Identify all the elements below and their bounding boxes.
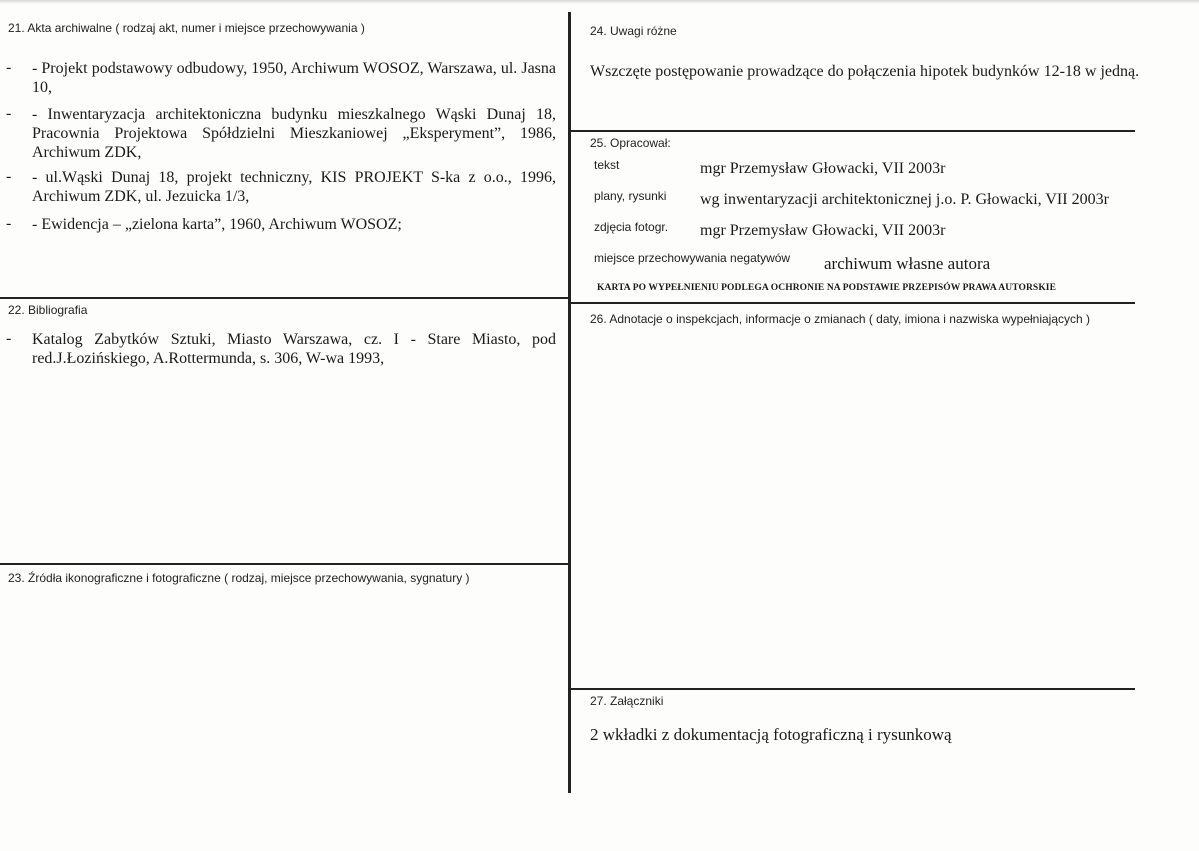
attachments-text: 2 wkładki z dokumentacją fotograficzną i rysunkową — [590, 725, 952, 744]
section-26-title: 26. Adnotacje o inspekcjach, informacje o zmianach ( daty, imiona i nazwiska wypełniających ) — [590, 312, 1091, 326]
bullet-dash: - — [6, 59, 12, 76]
copyright-notice: KARTA PO WYPEŁNIENIU PODLEGA OCHRONIE NA PODSTAWIE PRZEPISÓW PRAWA AUTORSKIE — [597, 283, 1057, 293]
archive-item-3: - ul.Wąski Dunaj 18, projekt techniczny, KIS PROJEKT S-ka z o.o., 1996, Archiwum ZDK, ul. Jezuicka 1/3, — [32, 169, 556, 205]
bullet-dash: - — [6, 215, 12, 232]
divider-26-27 — [571, 688, 1135, 690]
section-25-title: 25. Opracował: — [590, 136, 671, 150]
author-text-label: tekst — [594, 158, 620, 172]
negatives-storage-label: miejsce przechowywania negatywów — [594, 251, 791, 265]
bullet-dash: - — [6, 105, 12, 122]
archive-item-2: - Inwentaryzacja architektoniczna budynku mieszkalnego Wąski Dunaj 18, Pracownia Projektowa Spółdzielni Mieszkaniowej „Eksperyment”, 1986, Archiwum ZDK, — [32, 106, 556, 161]
negatives-storage-value: archiwum własne autora — [824, 254, 991, 273]
section-24-title: 24. Uwagi różne — [590, 24, 677, 38]
bibliography-item-1: Katalog Zabytków Sztuki, Miasto Warszawa, cz. I - Stare Miasto, pod red.J.Łozińskiego, A.Rottermunda, s. 306, W-wa 1993, — [32, 331, 556, 367]
author-plans-value: wg inwentaryzacji architektonicznej j.o. P. Głowacki, VII 2003r — [700, 191, 1109, 208]
divider-24-25 — [571, 130, 1135, 132]
divider-22-23 — [0, 563, 571, 565]
author-photos-value: mgr Przemysław Głowacki, VII 2003r — [700, 222, 946, 239]
remarks-text: Wszczęte postępowanie prowadzące do połączenia hipotek budynków 12-18 w jedną. — [590, 63, 1140, 80]
author-plans-label: plany, rysunki — [594, 189, 667, 203]
section-22-title: 22. Bibliografia — [8, 303, 88, 317]
divider-21-22 — [0, 297, 571, 299]
archive-item-1: - Projekt podstawowy odbudowy, 1950, Archiwum WOSOZ, Warszawa, ul. Jasna 10, — [32, 60, 556, 96]
author-photos-label: zdjęcia fotogr. — [594, 220, 669, 234]
section-27-title: 27. Załączniki — [590, 694, 664, 708]
section-21-title: 21. Akta archiwalne ( rodzaj akt, numer i miejsce przechowywania ) — [8, 21, 365, 35]
bullet-dash: - — [6, 168, 12, 185]
archive-item-4: - Ewidencja – „zielona karta”, 1960, Archiwum WOSOZ; — [32, 216, 402, 233]
author-text-value: mgr Przemysław Głowacki, VII 2003r — [700, 160, 946, 177]
scan-edge — [0, 0, 1199, 4]
section-23-title: 23. Źródła ikonograficzne i fotograficzne ( rodzaj, miejsce przechowywania, sygnatury ) — [8, 571, 470, 585]
bullet-dash: - — [6, 330, 12, 347]
divider-25-26 — [571, 302, 1135, 304]
